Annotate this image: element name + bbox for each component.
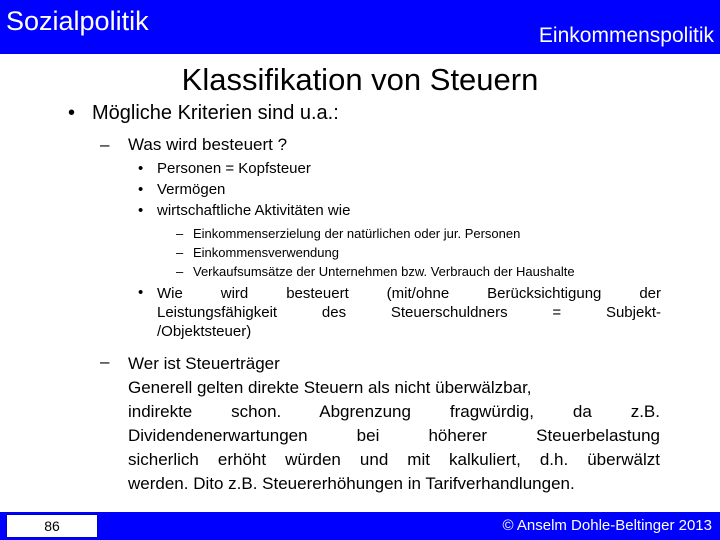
paragraph-line: indirekte schon. Abgrenzung fragwürdig, da z.B. [128,402,660,421]
item-wie-line: Leistungsfähigkeit des Steuerschuldners = Subjekt- [157,304,661,321]
dash-icon: – [100,352,110,371]
dash-icon: – [176,264,184,279]
sub-steuertraeger-heading: Wer ist Steuerträger [128,354,280,373]
bullet-dot-icon: • [138,181,144,198]
dash-icon: – [100,135,110,154]
bullet-dot-icon: • [138,284,144,301]
page-number: 86 [6,514,98,538]
bullet-dot-icon: • [138,202,144,219]
paragraph-line: sicherlich erhöht würden und mit kalkuliert, d.h. überwälzt [128,450,660,469]
copyright-notice: © Anselm Dohle-Beltinger 2013 [502,517,712,534]
item-personen: Personen = Kopfsteuer [157,160,311,177]
dash-icon: – [176,226,184,241]
paragraph-line: Dividendenerwartungen bei höherer Steuerbelastung [128,426,660,445]
sub-what-taxed: Was wird besteuert ? [128,135,288,154]
course-title: Sozialpolitik [6,6,149,36]
bullet-dot-icon: • [138,160,144,177]
sub-steuertraeger [128,352,660,496]
subitem-einkommensverwendung: Einkommensverwendung [193,245,339,260]
dash-icon: – [176,245,184,260]
item-aktivitaeten: wirtschaftliche Aktivitäten wie [157,202,351,219]
paragraph-line: werden. Dito z.B. Steuererhöhungen in Tarifverhandlungen. [128,474,575,493]
item-wie-line: Wie wird besteuert (mit/ohne Berücksichtigung der [157,285,661,302]
item-wie-besteuert [157,284,661,341]
footer-bar [0,512,720,540]
item-wie-line: /Objektsteuer) [157,323,252,340]
slide-title: Klassifikation von Steuern [181,62,539,97]
item-vermoegen: Vermögen [157,181,226,198]
paragraph-line: Generell gelten direkte Steuern als nicht überwälzbar, [128,378,532,397]
section-title: Einkommenspolitik [538,24,714,47]
subitem-einkommenserzielung: Einkommenserzielung der natürlichen oder jur. Personen [193,226,521,241]
subitem-verkaufsumsaetze: Verkaufsumsätze der Unternehmen bzw. Verbrauch der Haushalte [193,264,575,279]
bullet-dot-icon: • [68,102,76,124]
bullet-criteria: Mögliche Kriterien sind u.a.: [92,102,339,124]
header-bar [0,0,720,54]
